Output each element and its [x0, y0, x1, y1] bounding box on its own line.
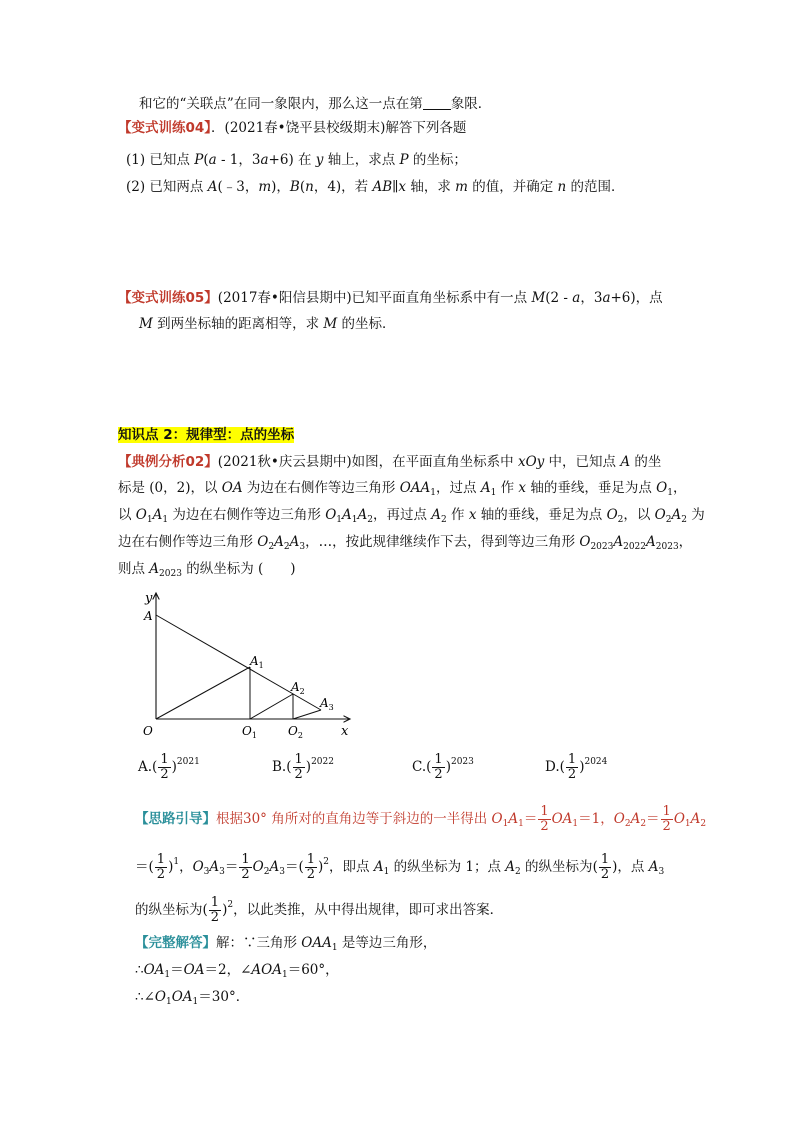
choice-B[interactable]: B.( $\frac{1}{2}$ )$^{2022}$ — [272, 752, 334, 782]
exercise-04-label: 【变式训练04】 — [118, 120, 212, 136]
hint-line-2: ＝( $\frac{1}{2}$ )$^1$，$O_3A_3=$ $\frac{1}{2}$ $O_2A_3=$( $\frac{1}{2}$ )$^2$，即点 $A_1$ 的纵坐标为 1；点 $A_2$ 的纵坐标为( $\frac{1}{2}$ )，点 $A_3$ — [135, 852, 665, 882]
label-O1: $O_1$ — [242, 724, 257, 740]
exercise-04-q2: (2) 已知两点 A(﹣3，m)，B(n，4)，若 AB∥x 轴，求 m 的值，并确定 n 的范围． — [126, 179, 625, 195]
example-02-label: 【典例分析02】 — [118, 454, 218, 470]
example-02-line-5: 则点 $A_{2023}$ 的纵坐标为 ( ) — [118, 561, 296, 579]
answer-line-2: $\therefore OA_1=OA=2$，$\angle AOA_1=60^\circ$， — [135, 962, 339, 980]
label-O: O — [143, 724, 153, 738]
example-02-line-2: 标是 (0，2)，以 OA 为边在右侧作等边三角形 $OAA_1$，过点 $A_1$ 作 x 轴的垂线，垂足为点 $O_1$， — [118, 480, 687, 498]
label-A3: $A_3$ — [320, 696, 334, 712]
coordinate-figure — [138, 585, 363, 740]
hint-line-3: 的纵坐标为( $\frac{1}{2}$ )$^2$，以此类推，从中得出规律，即可求出答案． — [135, 895, 504, 925]
knowledge-point-2-heading: 知识点 2：规律型：点的坐标 — [118, 427, 295, 443]
example-02-line-3: 以 $O_1A_1$ 为边在右侧作等边三角形 $O_1A_1A_2$，再过点 $A_2$ 作 x 轴的垂线，垂足为点 $O_2$，以 $O_2A_2$ 为 — [118, 507, 705, 525]
hint-line-1: 【思路引导】根据30° 角所对的直角边等于斜边的一半得出 $O_1A_1=$ $\frac{1}{2}$ $OA_1=1$，$O_2A_2=$ $\frac{1}{2}$ $O_1A_2$ — [135, 804, 707, 834]
fill-blank — [423, 95, 451, 110]
answer-label: 【完整解答】 — [135, 935, 216, 951]
hint-label: 【思路引导】 — [135, 811, 216, 827]
exercise-05-label: 【变式训练05】 — [118, 290, 218, 306]
example-02-line-1: 【典例分析02】(2021秋•庆云县期中)如图，在平面直角坐标系中 xOy 中，已知点 A 的坐 — [118, 454, 662, 470]
exercise-05-line-2: M 到两坐标轴的距离相等，求 M 的坐标． — [139, 316, 396, 332]
line-A-A3 — [156, 615, 321, 710]
segment-O-A1 — [156, 667, 250, 719]
segment-O1-A2 — [250, 694, 293, 719]
exercise-05-line-1: 【变式训练05】(2017春•阳信县期中)已知平面直角坐标系中有一点 M(2 - a，3a+6)，点 — [118, 290, 663, 306]
exercise-04-q1: (1) 已知点 P(a - 1，3a+6) 在 y 轴上，求点 P 的坐标； — [126, 152, 467, 168]
label-A: A — [144, 609, 153, 623]
choice-A[interactable]: A.( $\frac{1}{2}$ )$^{2021}$ — [138, 752, 200, 782]
label-A1: $A_1$ — [250, 654, 264, 670]
segment-O2-A3 — [293, 710, 321, 719]
label-A2: $A_2$ — [291, 680, 305, 696]
label-O2: $O_2$ — [288, 724, 303, 740]
choice-C[interactable]: C.( $\frac{1}{2}$ )$^{2023}$ — [412, 752, 474, 782]
x-axis-label: x — [341, 724, 349, 739]
answer-line-3: $\therefore\angle O_1OA_1=30^\circ$． — [135, 989, 250, 1007]
answer-line-1: 【完整解答】解：∵三角形 $OAA_1$ 是等边三角形， — [135, 935, 437, 953]
exercise-04-header: 【变式训练04】．(2021春•饶平县校级期末)解答下列各题 — [118, 120, 467, 136]
example-02-line-4: 边在右侧作等边三角形 $O_2A_2A_3$，…，按此规律继续作下去，得到等边三角形 $O_{2023}A_{2022}A_{2023}$， — [118, 534, 693, 552]
choice-D[interactable]: D.( $\frac{1}{2}$ )$^{2024}$ — [545, 752, 608, 782]
y-axis-label: y — [145, 591, 153, 606]
text-line-1: 和它的“关联点”在同一象限内，那么这一点在第 象限． — [139, 96, 492, 112]
